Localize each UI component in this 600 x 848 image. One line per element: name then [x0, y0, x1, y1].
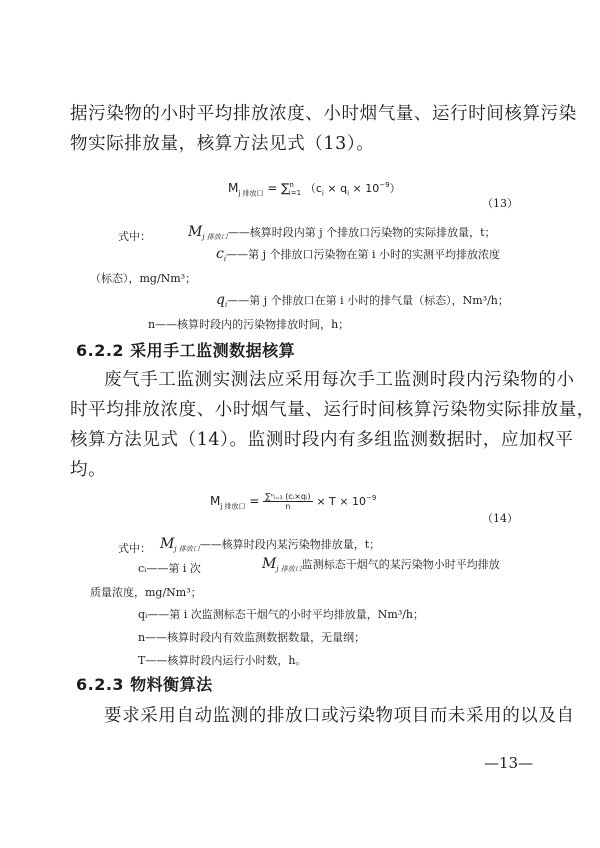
equation-14: $M_{j 排放口}$ = $\frac{\text{∑ⁿᵢ₌₁ (cᵢ×qᵢ)}}{n}$ × $T \times 10^{-9}$	[210, 492, 377, 511]
where13-q: $q_i——$第 j 个排放口在第 i 小时的排气量（标态），Nm³/h；	[216, 292, 509, 310]
equation-13-number: （13）	[482, 197, 518, 210]
intro-line-2: 物实际排放量，核算方法见式（13）。	[70, 134, 375, 154]
where13-c: $c_i——$第 j 个排放口污染物在第 i 小时的实测平均排放浓度	[216, 246, 501, 264]
where14-n: n——核算时段内有效监测数据数量，无量纲；	[138, 631, 366, 644]
s622-line-2: 时平均排放浓度、小时烟气量、运行时间核算污染物实际排放量，	[70, 400, 595, 420]
s622-line-4: 均。	[70, 460, 107, 480]
page-number: —13—	[484, 754, 534, 772]
equation-14-number: （14）	[482, 512, 518, 525]
where14-m: $M_{j 排放口}——$核算时段内某污染物排放量，t；	[160, 536, 381, 554]
where-label-13: 式中：	[118, 230, 151, 243]
where-label-14: 式中：	[118, 542, 151, 555]
intro-line-1: 据污染物的小时平均排放浓度、小时烟气量、运行时间核算污染	[70, 104, 577, 124]
s622-line-3: 核算方法见式（14）。监测时段内有多组监测数据时，应加权平	[70, 430, 574, 450]
where14-q: qᵢ——第 i 次监测标态干烟气的小时平均排放量，Nm³/h；	[138, 608, 425, 621]
s622-line-1: 废气手工监测实测法应采用每次手工监测时段内污染物的小	[104, 370, 575, 390]
where13-n: n——核算时段内的污染物排放时间，h；	[148, 318, 350, 331]
equation-13: $M_{j 排放口} = \sum^n_{i=1}$ $(c_i \times q_i \times 10^{-9})$	[228, 181, 401, 198]
s623-line-1: 要求采用自动监测的排放口或污染物项目而未采用的以及自	[104, 706, 575, 726]
where14-c: cᵢ——第 i 次	[138, 562, 201, 575]
where13-c-cont: （标态），mg/Nm³；	[90, 272, 197, 285]
where14-c-rest: $M_{j 排放口}$监测标态干烟气的某污染物小时平均排放	[262, 556, 500, 574]
where14-c-cont: 质量浓度，mg/Nm³；	[90, 586, 202, 599]
equation-14-fraction: $\frac{\text{∑ⁿᵢ₌₁ (cᵢ×qᵢ)}}{n}$	[265, 492, 311, 511]
where14-t: T——核算时段内运行小时数，h。	[138, 654, 307, 667]
section-623-heading: 6.2.3 物料衡算法	[76, 675, 213, 694]
where13-m: $M_{j 排放口}——$核算时段内第 j 个排放口污染物的实际排放量，t；	[188, 224, 496, 242]
section-622-heading: 6.2.2 采用手工监测数据核算	[76, 341, 296, 360]
